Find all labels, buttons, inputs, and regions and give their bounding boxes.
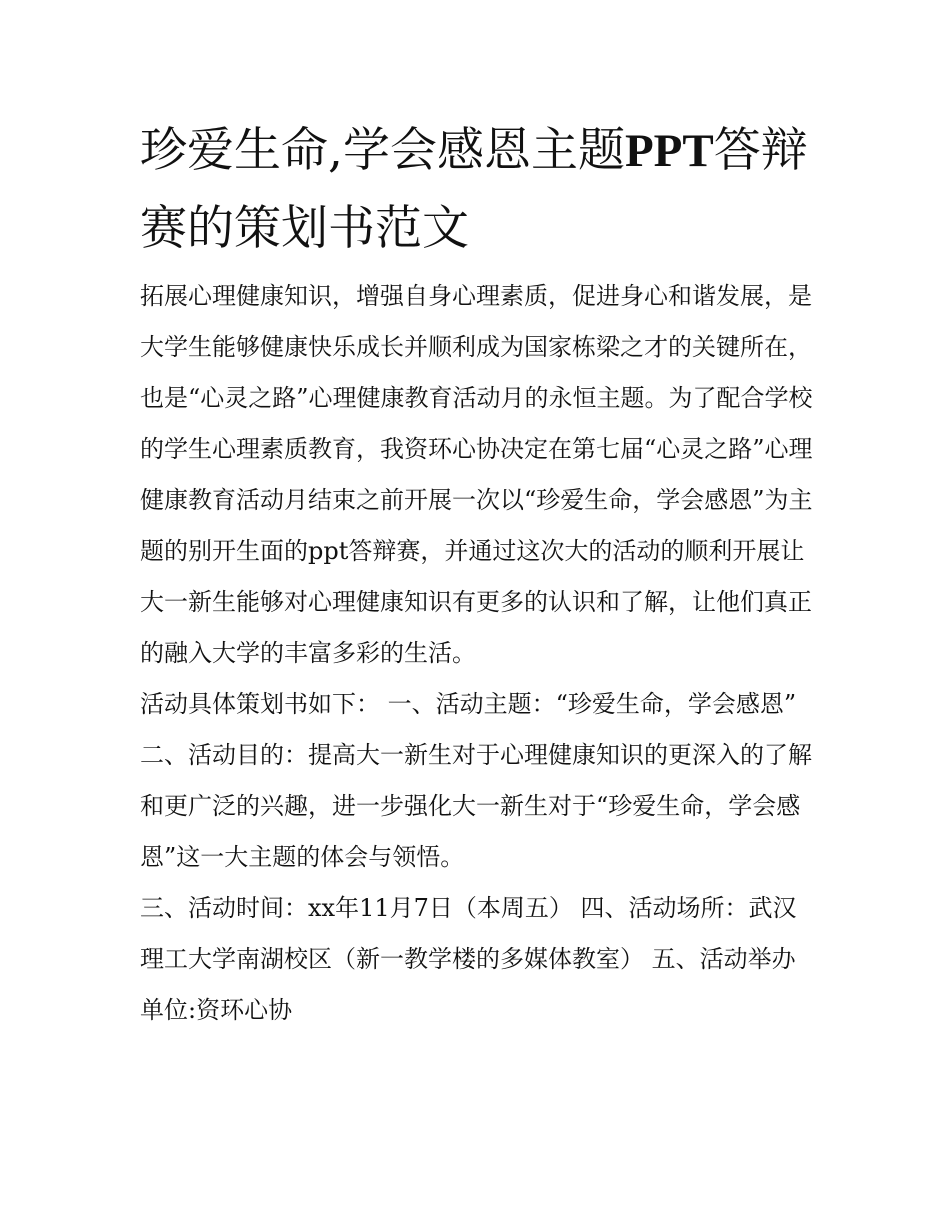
paragraph-theme: 活动具体策划书如下： 一、活动主题：“珍爱生命，学会感恩” bbox=[140, 690, 797, 718]
document-page bbox=[140, 112, 815, 1036]
document-title bbox=[140, 112, 815, 267]
paragraph-intro: 拓展心理健康知识，增强自身心理素质，促进身心和谐发展，是大学生能够健康快乐成长并顺利成为国家栋梁之才的关键所在，也是“心灵之路”心理健康教育活动月的永恒主题。为了配合学校的学生心理素质教育，我资环心协决定在第七届“心灵之路”心理健康教育活动月结束之前开展一次以“珍爱生命，学会感恩”为主题的别开生面的ppt答辩赛，并通过这次大的活动的顺利开展让大一新生能够对心理健康知识有更多的认识和了解，让他们真正的融入大学的丰富多彩的生活。 bbox=[140, 282, 813, 667]
paragraph-purpose: 二、活动目的：提高大一新生对于心理健康知识的更深入的了解和更广泛的兴趣，进一步强化大一新生对于“珍爱生命，学会感恩”这一大主题的体会与领悟。 bbox=[140, 741, 812, 871]
title-bold: PPT bbox=[624, 125, 714, 177]
paragraph-time-place: 三、活动时间：xx年11月7日（本周五） 四、活动场所：武汉理工大学南湖校区（新一教学楼的多媒体教室） 五、活动举办单位:资环心协 bbox=[140, 894, 797, 1024]
title-part-1: 珍爱生命,学会感恩主题 bbox=[140, 123, 625, 178]
title-part-2: 答辩赛的策划书范文 bbox=[140, 123, 808, 256]
